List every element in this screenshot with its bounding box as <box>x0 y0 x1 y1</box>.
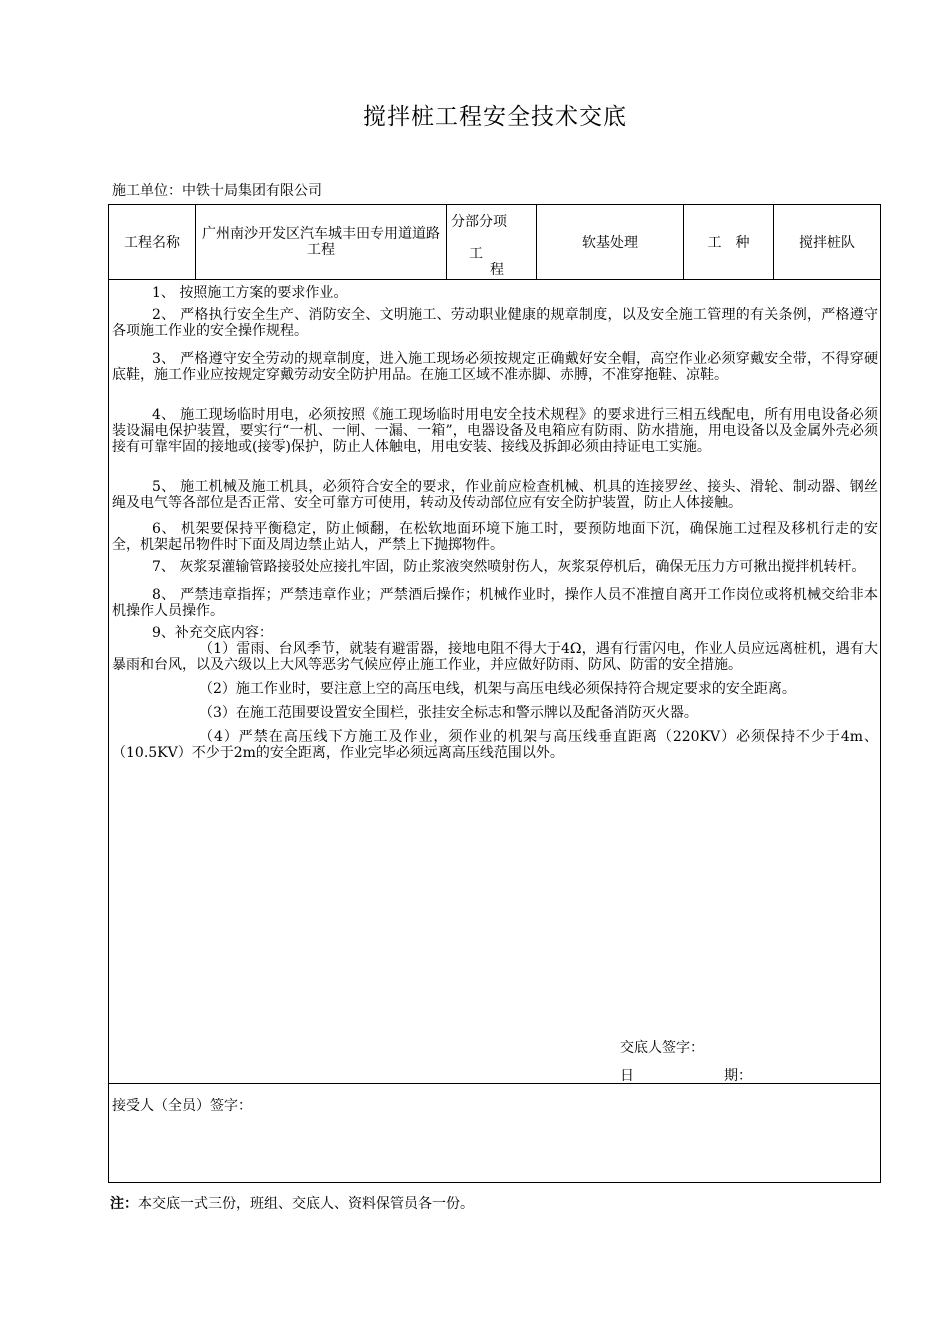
sub-project-label-line3: 程 <box>490 262 504 278</box>
divider <box>446 205 447 279</box>
document-title: 搅拌桩工程安全技术交底 <box>363 104 627 130</box>
clause-1: 1、 按照施工方案的要求作业。 <box>152 285 348 301</box>
trade-label: 工 种 <box>707 235 750 251</box>
supplement-heading: 9、补充交底内容： <box>152 625 273 641</box>
supplement-item-1: （1）雷雨、台风季节，就装有避雷器，接地电阻不得大于4Ω，遇有行雷闪电，作业人员应远离桩机，遇有大暴雨和台风，以及六级以上大风等恶劣气候应停止施工作业，并应做好防雨、防风、防雷的安全措施。 <box>112 641 878 673</box>
clause-6: 6、 机架要保持平衡稳定，防止倾翻，在松软地面环境下施工时，要预防地面下沉，确保施工过程及移机行走的安全，机架起吊物件时下面及周边禁止站人，严禁上下抛掷物件。 <box>112 521 878 553</box>
trade-value: 搅拌桩队 <box>799 235 855 251</box>
receiver-signature-label: 接受人（全员）签字： <box>112 1098 252 1114</box>
date-label-part2: 期： <box>724 1068 752 1084</box>
footnote <box>110 1193 474 1213</box>
disclosure-table <box>108 204 881 1183</box>
discloser-signature-label: 交底人签字： <box>620 1040 704 1056</box>
clause-2: 2、 严格执行安全生产、消防安全、文明施工、劳动职业健康的规章制度，以及安全施工管理的有关条例，严格遵守各项施工作业的安全操作规程。 <box>112 307 878 339</box>
note-label: 注： <box>110 1196 138 1212</box>
divider <box>195 205 196 279</box>
clause-3: 3、 严格遵守安全劳动的规章制度，进入施工现场必须按规定正确戴好安全帽，高空作业必须穿戴安全带，不得穿硬底鞋，施工作业应按规定穿戴劳动安全防护用品。在施工区域不准赤脚、赤膊，不准穿拖鞋、凉鞋。 <box>112 351 878 383</box>
supplement-item-3: （3）在施工范围要设置安全围栏，张挂安全标志和警示牌以及配备消防灭火器。 <box>199 705 698 721</box>
signature-divider <box>109 1083 880 1084</box>
clause-8: 8、 严禁违章指挥；严禁违章作业；严禁酒后操作；机械作业时，操作人员不准擅自离开工作岗位或将机械交给非本机操作人员操作。 <box>112 587 878 619</box>
sub-project-label-line2: 工 <box>469 246 483 262</box>
sub-project-value: 软基处理 <box>582 235 638 251</box>
project-name-label: 工程名称 <box>124 235 180 251</box>
supplement-item-4: （4）严禁在高压线下方施工及作业，须作业的机架与高压线垂直距离（220KV）必须保持不少于4m、（10.5KV）不少于2m的安全距离，作业完毕必须远离高压线范围以外。 <box>112 729 878 761</box>
clause-4: 4、 施工现场临时用电，必须按照《施工现场临时用电安全技术规程》的要求进行三相五线配电，所有用电设备必须装设漏电保护装置，要实行“一机、一闸、一漏、一箱”，电器设备及电箱应有防雨、防水措施，用电设备以及金属外壳必须接有可靠牢固的接地或(接零)保护，防止人体触电，用电安装、接线及拆卸必须由持证电工实施。 <box>112 407 878 455</box>
clause-7: 7、 灰浆泵灌输管路接驳处应接扎牢固，防止浆液突然喷射伤人，灰浆泵停机后，确保无压力方可揪出搅拌机转杆。 <box>152 559 866 575</box>
disclosure-content <box>112 281 878 761</box>
header-divider <box>109 279 880 280</box>
supplement-item-2: （2）施工作业时，要注意上空的高压电线，机架与高压电线必须保持符合规定要求的安全距离。 <box>199 681 796 697</box>
clause-5: 5、 施工机械及施工机具，必须符合安全的要求，作业前应检查机械、机具的连接罗丝、接头、滑轮、制动器、钢丝绳及电气等各部位是否正常、安全可靠方可使用，转动及传动部位应有安全防护装置，防止人体接触。 <box>112 479 878 511</box>
project-name-value: 广州南沙开发区汽车城丰田专用道道路工程 <box>202 226 440 258</box>
date-label-part1: 日 <box>620 1068 634 1084</box>
note-text: 本交底一式三份，班组、交底人、资料保管员各一份。 <box>138 1196 474 1212</box>
construction-unit: 施工单位：中铁十局集团有限公司 <box>112 183 322 199</box>
sub-project-label-line1: 分部分项 <box>451 214 507 230</box>
